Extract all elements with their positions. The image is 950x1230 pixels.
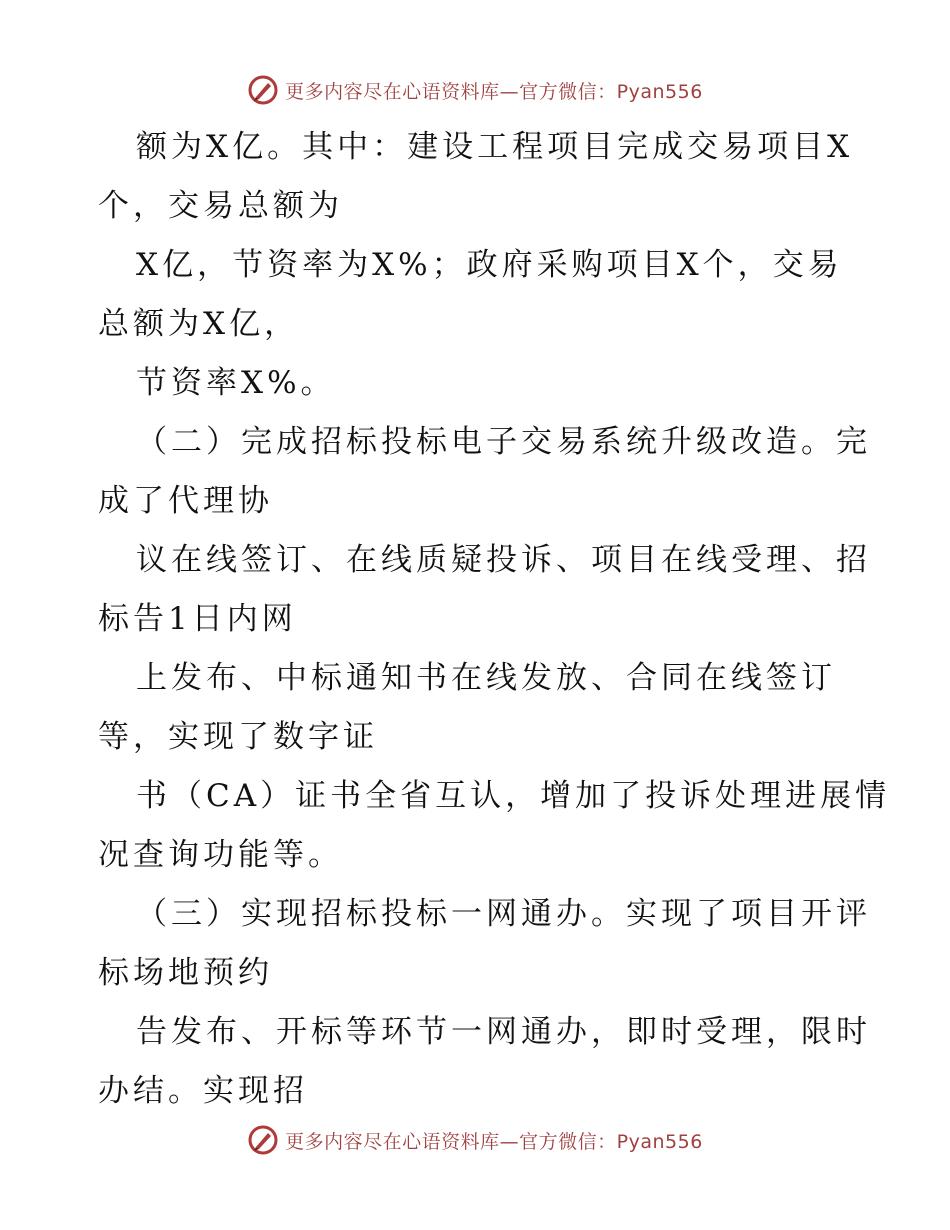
text-line: 办结。实现招	[98, 1073, 308, 1109]
text-line: 标告1日内网	[98, 601, 297, 637]
footer-banner	[0, 1120, 950, 1160]
banner-text: 更多内容尽在心语资料库—官方微信：Pyan556	[285, 1130, 703, 1153]
header-banner	[0, 70, 950, 110]
document-body	[98, 118, 891, 1121]
text-line: 额为X亿。其中：建设工程项目完成交易项目X	[136, 129, 854, 165]
pen-logo-icon	[247, 74, 279, 106]
text-line: 个，交易总额为	[98, 188, 343, 224]
text-line: 上发布、中标通知书在线发放、合同在线签订	[136, 660, 836, 696]
text-line: （三）实现招标投标一网通办。实现了项目开评	[136, 896, 871, 932]
banner-text: 更多内容尽在心语资料库—官方微信：Pyan556	[285, 80, 703, 103]
text-line: 书（CA）证书全省互认，增加了投诉处理进展情	[136, 778, 891, 814]
text-line: 告发布、开标等环节一网通办，即时受理，限时	[136, 1014, 871, 1050]
text-line: 节资率X%。	[136, 365, 336, 401]
text-line: X亿，节资率为X%；政府采购项目X个，交易	[136, 247, 843, 283]
text-line: 况查询功能等。	[98, 837, 343, 873]
text-line: 议在线签订、在线质疑投诉、项目在线受理、招	[136, 542, 871, 578]
text-line: 总额为X亿，	[98, 306, 300, 342]
text-line: 成了代理协	[98, 483, 273, 519]
text-line: 等，实现了数字证	[98, 719, 378, 755]
text-line: （二）完成招标投标电子交易系统升级改造。完	[136, 424, 871, 460]
text-line: 标场地预约	[98, 955, 273, 991]
pen-logo-icon	[247, 1124, 279, 1156]
